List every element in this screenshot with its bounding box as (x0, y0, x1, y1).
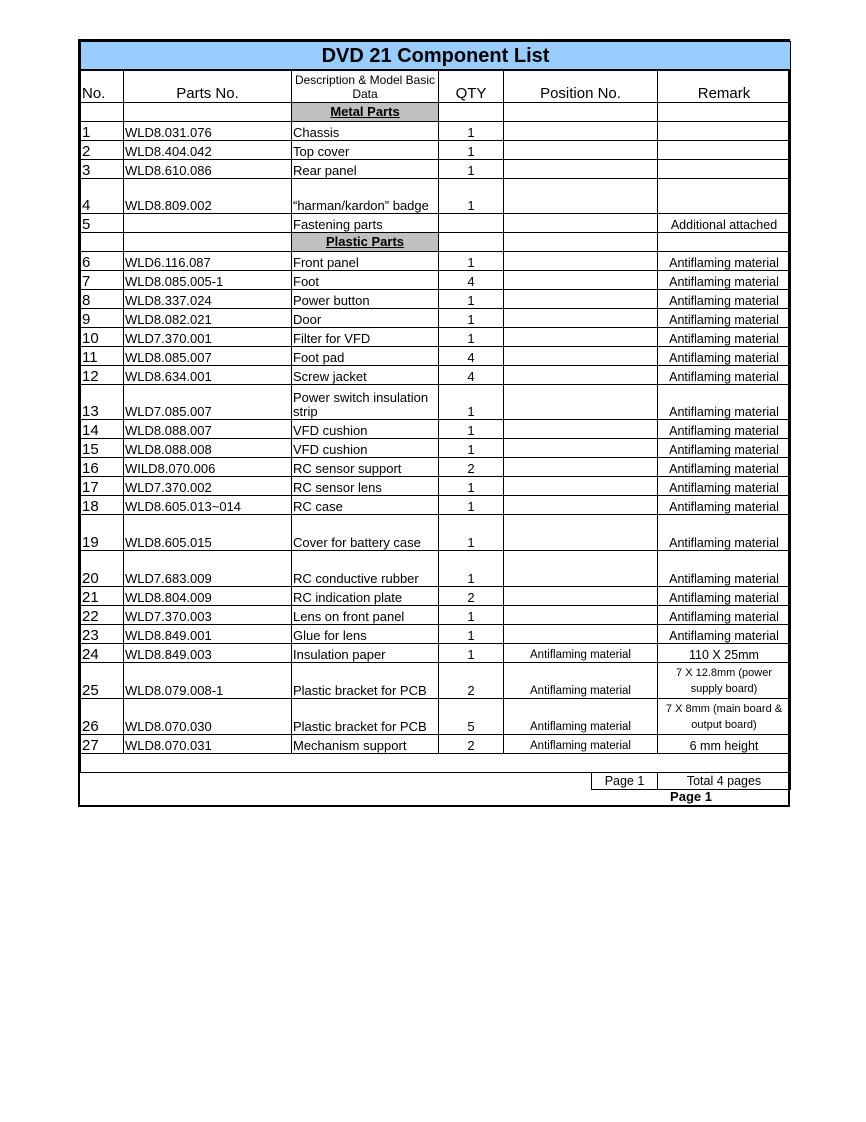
row-remark: Antiflaming material (658, 328, 791, 347)
row-qty: 1 (439, 385, 504, 420)
row-qty: 4 (439, 366, 504, 385)
row-no: 7 (81, 271, 124, 290)
row-remark (658, 160, 791, 179)
row-position: Antiflaming material (504, 699, 658, 735)
row-part-no: WLD8.809.002 (124, 179, 292, 214)
row-description: Cover for battery case (292, 515, 439, 551)
row-remark: 6 mm height (658, 735, 791, 754)
row-remark: Antiflaming material (658, 271, 791, 290)
row-position (504, 309, 658, 328)
row-position (504, 551, 658, 587)
row-part-no: WLD8.070.030 (124, 699, 292, 735)
row-position (504, 214, 658, 233)
row-position (504, 477, 658, 496)
row-position (504, 420, 658, 439)
row-position (504, 439, 658, 458)
row-part-no: WLD7.683.009 (124, 551, 292, 587)
row-description: “harman/kardon” badge (292, 179, 439, 214)
row-part-no: WLD8.088.007 (124, 420, 292, 439)
row-description: RC case (292, 496, 439, 515)
table-row (81, 625, 791, 644)
row-no: 24 (81, 644, 124, 663)
row-part-no: WLD8.849.003 (124, 644, 292, 663)
row-no: 9 (81, 309, 124, 328)
section-blank-qty (439, 233, 504, 252)
table-row (81, 328, 791, 347)
row-no: 16 (81, 458, 124, 477)
section-blank-remark (658, 103, 791, 122)
row-qty: 1 (439, 439, 504, 458)
row-part-no: WLD8.610.086 (124, 160, 292, 179)
row-description: Top cover (292, 141, 439, 160)
row-no: 26 (81, 699, 124, 735)
header-row (81, 70, 791, 103)
row-remark: 7 X 8mm (main board & output board) (658, 699, 791, 735)
table-row (81, 271, 791, 290)
component-table (80, 41, 791, 805)
row-part-no: WLD8.082.021 (124, 309, 292, 328)
row-no: 20 (81, 551, 124, 587)
row-qty: 1 (439, 160, 504, 179)
table-row (81, 439, 791, 458)
row-no: 21 (81, 587, 124, 606)
section-blank-remark (658, 233, 791, 252)
table-row (81, 551, 791, 587)
row-description: Front panel (292, 252, 439, 271)
row-part-no: WLD7.370.003 (124, 606, 292, 625)
row-remark: Antiflaming material (658, 606, 791, 625)
row-remark: 7 X 12.8mm (power supply board) (658, 663, 791, 699)
row-no: 25 (81, 663, 124, 699)
row-qty: 4 (439, 347, 504, 366)
table-row (81, 385, 791, 420)
row-no: 13 (81, 385, 124, 420)
section-row-metal (81, 103, 791, 122)
row-position (504, 160, 658, 179)
table-row (81, 214, 791, 233)
row-remark: Antiflaming material (658, 439, 791, 458)
row-part-no: WLD8.088.008 (124, 439, 292, 458)
header-parts-no: Parts No. (124, 70, 292, 103)
row-no: 3 (81, 160, 124, 179)
footer-row-2 (81, 789, 791, 805)
row-description: Insulation paper (292, 644, 439, 663)
row-position (504, 252, 658, 271)
row-remark: Antiflaming material (658, 385, 791, 420)
row-part-no: WLD6.116.087 (124, 252, 292, 271)
table-row (81, 347, 791, 366)
row-qty: 1 (439, 252, 504, 271)
table-body (81, 103, 791, 754)
row-description: VFD cushion (292, 420, 439, 439)
table-row (81, 420, 791, 439)
row-remark: Antiflaming material (658, 347, 791, 366)
row-qty: 1 (439, 551, 504, 587)
row-qty: 1 (439, 644, 504, 663)
row-part-no: WILD8.070.006 (124, 458, 292, 477)
row-remark: 110 X 25mm (658, 644, 791, 663)
table-row (81, 699, 791, 735)
row-no: 10 (81, 328, 124, 347)
row-qty: 1 (439, 309, 504, 328)
row-description: Mechanism support (292, 735, 439, 754)
table-row (81, 160, 791, 179)
row-qty: 1 (439, 625, 504, 644)
row-position (504, 625, 658, 644)
table-row (81, 644, 791, 663)
row-remark: Antiflaming material (658, 551, 791, 587)
row-part-no: WLD8.070.031 (124, 735, 292, 754)
row-position (504, 179, 658, 214)
row-part-no: WLD8.849.001 (124, 625, 292, 644)
table-row (81, 458, 791, 477)
row-qty: 1 (439, 122, 504, 141)
row-description: Foot pad (292, 347, 439, 366)
row-part-no: WLD7.370.002 (124, 477, 292, 496)
table-row (81, 141, 791, 160)
section-blank-no (81, 103, 124, 122)
row-no: 2 (81, 141, 124, 160)
row-description: RC sensor support (292, 458, 439, 477)
row-part-no: WLD8.605.013~014 (124, 496, 292, 515)
row-no: 5 (81, 214, 124, 233)
row-remark: Antiflaming material (658, 252, 791, 271)
table-row (81, 290, 791, 309)
row-remark (658, 179, 791, 214)
row-remark: Antiflaming material (658, 477, 791, 496)
row-qty: 1 (439, 420, 504, 439)
section-blank-part (124, 103, 292, 122)
row-description: Rear panel (292, 160, 439, 179)
row-qty: 1 (439, 477, 504, 496)
row-description: RC conductive rubber (292, 551, 439, 587)
row-remark: Antiflaming material (658, 515, 791, 551)
row-part-no: WLD8.085.005-1 (124, 271, 292, 290)
row-no: 19 (81, 515, 124, 551)
row-position (504, 328, 658, 347)
table-row (81, 663, 791, 699)
row-part-no: WLD8.031.076 (124, 122, 292, 141)
row-remark: Antiflaming material (658, 366, 791, 385)
row-remark: Additional attached (658, 214, 791, 233)
row-description: Plastic bracket for PCB (292, 663, 439, 699)
row-position (504, 606, 658, 625)
row-description: Power switch insulation strip (292, 385, 439, 420)
row-part-no: WLD8.404.042 (124, 141, 292, 160)
section-blank-part (124, 233, 292, 252)
row-remark: Antiflaming material (658, 458, 791, 477)
row-description: Fastening parts (292, 214, 439, 233)
row-description: Screw jacket (292, 366, 439, 385)
section-blank-no (81, 233, 124, 252)
row-position (504, 385, 658, 420)
section-blank-qty (439, 103, 504, 122)
row-remark (658, 122, 791, 141)
row-description: VFD cushion (292, 439, 439, 458)
row-description: Plastic bracket for PCB (292, 699, 439, 735)
row-position (504, 587, 658, 606)
header-qty: QTY (439, 70, 504, 103)
row-part-no: WLD8.605.015 (124, 515, 292, 551)
row-position (504, 122, 658, 141)
table-row (81, 366, 791, 385)
table-row (81, 179, 791, 214)
row-remark: Antiflaming material (658, 420, 791, 439)
footer-row-1 (81, 773, 791, 790)
row-no: 18 (81, 496, 124, 515)
row-part-no: WLD8.804.009 (124, 587, 292, 606)
row-remark: Antiflaming material (658, 309, 791, 328)
row-qty (439, 214, 504, 233)
row-part-no (124, 214, 292, 233)
row-part-no: WLD8.079.008-1 (124, 663, 292, 699)
table-row (81, 252, 791, 271)
header-remark: Remark (658, 70, 791, 103)
row-no: 12 (81, 366, 124, 385)
row-position (504, 458, 658, 477)
row-position (504, 271, 658, 290)
row-description: RC sensor lens (292, 477, 439, 496)
table-row (81, 477, 791, 496)
row-position (504, 141, 658, 160)
row-part-no: WLD8.085.007 (124, 347, 292, 366)
component-list-sheet (78, 39, 790, 807)
row-no: 17 (81, 477, 124, 496)
row-remark (658, 141, 791, 160)
row-remark: Antiflaming material (658, 625, 791, 644)
section-title-plastic: Plastic Parts (292, 233, 439, 252)
row-position: Antiflaming material (504, 663, 658, 699)
section-blank-pos (504, 103, 658, 122)
table-row (81, 122, 791, 141)
row-position (504, 496, 658, 515)
table-row (81, 309, 791, 328)
row-description: Power button (292, 290, 439, 309)
table-row (81, 735, 791, 754)
section-title-metal: Metal Parts (292, 103, 439, 122)
row-no: 6 (81, 252, 124, 271)
row-no: 27 (81, 735, 124, 754)
row-description: Foot (292, 271, 439, 290)
row-part-no: WLD8.337.024 (124, 290, 292, 309)
row-part-no: WLD7.370.001 (124, 328, 292, 347)
table-row (81, 496, 791, 515)
table-row (81, 515, 791, 551)
row-qty: 2 (439, 663, 504, 699)
header-no: No. (81, 70, 124, 103)
footer-total-label: Total 4 pages (658, 773, 791, 790)
footer-page-label: Page 1 (592, 773, 658, 790)
row-position: Antiflaming material (504, 644, 658, 663)
table-row (81, 606, 791, 625)
row-no: 23 (81, 625, 124, 644)
row-position (504, 290, 658, 309)
document-title: DVD 21 Component List (81, 42, 791, 71)
row-no: 1 (81, 122, 124, 141)
blank-row (81, 754, 791, 773)
row-no: 11 (81, 347, 124, 366)
table-row (81, 587, 791, 606)
section-blank-pos (504, 233, 658, 252)
row-qty: 2 (439, 735, 504, 754)
row-position (504, 347, 658, 366)
section-row-plastic (81, 233, 791, 252)
row-qty: 2 (439, 587, 504, 606)
row-remark: Antiflaming material (658, 587, 791, 606)
row-qty: 5 (439, 699, 504, 735)
row-position (504, 515, 658, 551)
row-description: Chassis (292, 122, 439, 141)
row-description: Door (292, 309, 439, 328)
row-remark: Antiflaming material (658, 290, 791, 309)
row-description: RC indication plate (292, 587, 439, 606)
row-qty: 1 (439, 496, 504, 515)
row-no: 14 (81, 420, 124, 439)
row-part-no: WLD8.634.001 (124, 366, 292, 385)
row-no: 8 (81, 290, 124, 309)
row-no: 15 (81, 439, 124, 458)
row-description: Lens on front panel (292, 606, 439, 625)
row-no: 22 (81, 606, 124, 625)
row-part-no: WLD7.085.007 (124, 385, 292, 420)
row-position: Antiflaming material (504, 735, 658, 754)
row-qty: 1 (439, 141, 504, 160)
row-qty: 4 (439, 271, 504, 290)
row-qty: 1 (439, 515, 504, 551)
header-position-no: Position No. (504, 70, 658, 103)
row-qty: 1 (439, 179, 504, 214)
row-description: Glue for lens (292, 625, 439, 644)
header-description: Description & Model Basic Data (292, 70, 439, 103)
row-qty: 1 (439, 290, 504, 309)
row-qty: 2 (439, 458, 504, 477)
row-description: Filter for VFD (292, 328, 439, 347)
row-qty: 1 (439, 606, 504, 625)
row-qty: 1 (439, 328, 504, 347)
row-position (504, 366, 658, 385)
row-no: 4 (81, 179, 124, 214)
footer-page-bold: Page 1 (592, 789, 791, 805)
row-remark: Antiflaming material (658, 496, 791, 515)
